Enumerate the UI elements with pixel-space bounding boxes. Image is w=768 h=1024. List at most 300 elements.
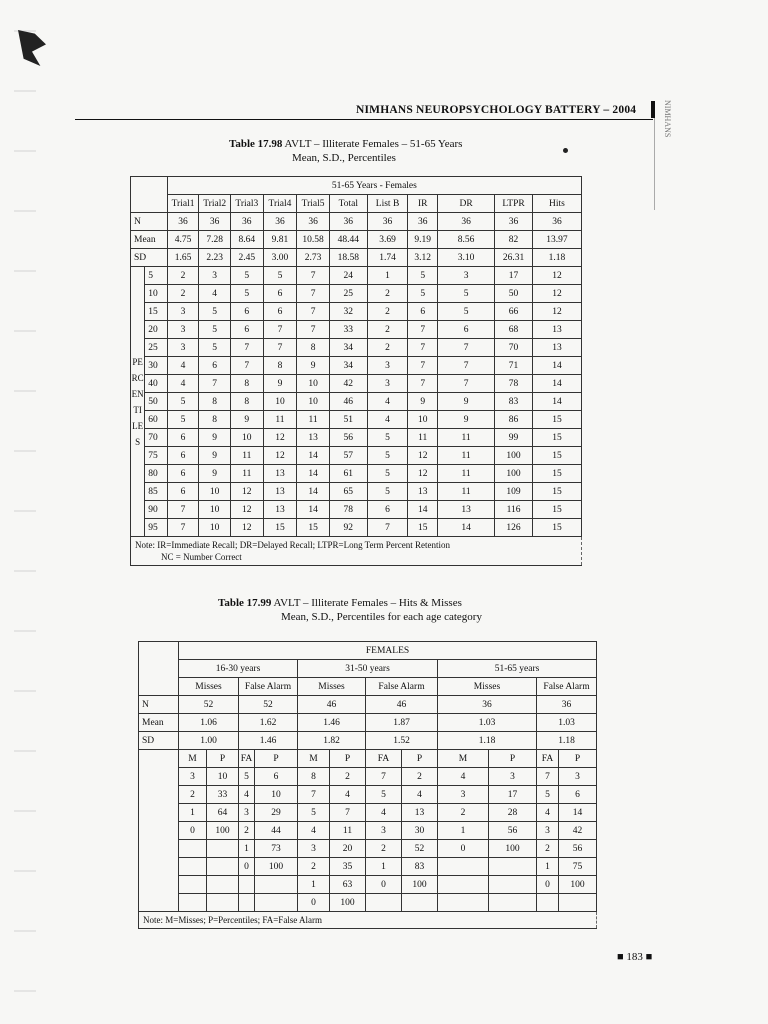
table1-cell: 32 xyxy=(329,303,367,321)
table1-percentile-value: 25 xyxy=(145,339,167,357)
table1-cell: 6 xyxy=(199,357,231,375)
table1-caption xyxy=(229,137,462,151)
table1-cell: 2.45 xyxy=(230,249,263,267)
table1-cell: 5 xyxy=(408,267,438,285)
table2-note-row xyxy=(139,912,597,929)
table2-blank xyxy=(139,840,179,858)
table1-cell: 4 xyxy=(199,285,231,303)
table2-cell: 0 xyxy=(366,876,402,894)
table1-header-row xyxy=(131,195,582,213)
table1-cell: 26.31 xyxy=(495,249,533,267)
table1-cell: 3 xyxy=(438,267,495,285)
table1-percentile-value: 50 xyxy=(145,393,167,411)
table2-cell xyxy=(489,894,537,912)
table1-cell: 7 xyxy=(438,375,495,393)
table2-blank xyxy=(139,804,179,822)
table1-cell: 7.28 xyxy=(199,231,231,249)
table2-cell: 63 xyxy=(330,876,366,894)
table1-cell: 13 xyxy=(408,483,438,501)
table2-cell: 8 xyxy=(298,768,330,786)
table1-column-header: Trial4 xyxy=(263,195,297,213)
page-number-left-mark: ■ xyxy=(617,951,624,963)
table1-percentile-row xyxy=(131,339,582,357)
table2-cell: 6 xyxy=(255,768,298,786)
table1-stat-label: N xyxy=(131,213,168,231)
table2-cell: 1.18 xyxy=(537,732,597,750)
table2-cell: 1.18 xyxy=(438,732,537,750)
table2-cell: 4 xyxy=(537,804,559,822)
table1-cell: 4 xyxy=(367,411,408,429)
table2-cell: 3 xyxy=(366,822,402,840)
table2-cell xyxy=(255,894,298,912)
table1-cell: 11 xyxy=(438,465,495,483)
table1-cell: 14 xyxy=(297,465,330,483)
table2-column-header: M xyxy=(438,750,489,768)
table1-cell: 5 xyxy=(367,465,408,483)
table2-cell xyxy=(438,858,489,876)
table2-cell xyxy=(179,894,207,912)
table1-cell: 7 xyxy=(297,267,330,285)
table2-age-group: 31-50 years xyxy=(298,660,438,678)
table1-cell: 11 xyxy=(438,483,495,501)
table2-cell xyxy=(179,876,207,894)
table2-cell: 2 xyxy=(438,804,489,822)
table1-note-row xyxy=(131,537,582,566)
table1-cell: 83 xyxy=(495,393,533,411)
table1-cell: 11 xyxy=(230,465,263,483)
table1-percentile-row xyxy=(131,519,582,537)
table1-cell: 82 xyxy=(495,231,533,249)
table2-age-group: 16-30 years xyxy=(179,660,298,678)
table2-cell: 75 xyxy=(559,858,597,876)
table1-percentile-row xyxy=(131,483,582,501)
table1-cell: 36 xyxy=(438,213,495,231)
table1-percentile-value: 40 xyxy=(145,375,167,393)
table2-cell: 11 xyxy=(330,822,366,840)
table1-cell: 3 xyxy=(167,321,199,339)
table2-cell: 1.00 xyxy=(179,732,239,750)
table2-cell: 13 xyxy=(402,804,438,822)
table2-cell: 14 xyxy=(559,804,597,822)
table1-note-line1: Note: IR=Immediate Recall; DR=Delayed Recall; LTPR=Long Term Percent Retention xyxy=(135,540,451,550)
table1-cell: 9 xyxy=(408,393,438,411)
table2-stat-row xyxy=(139,732,597,750)
table2-data-row xyxy=(139,822,597,840)
table1-cell: 12 xyxy=(230,483,263,501)
table2-cell: 56 xyxy=(559,840,597,858)
table1-cell: 2 xyxy=(367,321,408,339)
table1-cell: 5 xyxy=(167,393,199,411)
table1-cell: 34 xyxy=(329,339,367,357)
table1-cell: 14 xyxy=(532,393,581,411)
table1-cell: 65 xyxy=(329,483,367,501)
table1-cell: 15 xyxy=(263,519,297,537)
table2-data-row xyxy=(139,804,597,822)
table2-cell: 3 xyxy=(179,768,207,786)
table1-cell: 13 xyxy=(532,321,581,339)
table2-cell: 100 xyxy=(330,894,366,912)
table1-cell: 9 xyxy=(438,393,495,411)
table2-cell: 1 xyxy=(537,858,559,876)
table2-cell: 7 xyxy=(537,768,559,786)
table1-cell: 25 xyxy=(329,285,367,303)
table2-blank xyxy=(139,894,179,912)
table2-caption xyxy=(218,596,462,610)
table2-cell: 46 xyxy=(366,696,438,714)
table1-label: Table 17.98 xyxy=(229,138,283,150)
table1-cell: 6 xyxy=(263,303,297,321)
table1-cell: 34 xyxy=(329,357,367,375)
table1-percentile-row xyxy=(131,357,582,375)
table2-column-header: FA xyxy=(239,750,255,768)
table1-cell: 10 xyxy=(297,393,330,411)
table2-data-row xyxy=(139,876,597,894)
table1-percentile-vertical-label: PERCENTILES xyxy=(131,267,145,537)
table2-cell xyxy=(179,858,207,876)
table1-stat-label: Mean xyxy=(131,231,168,249)
table1-cell: 10 xyxy=(199,519,231,537)
table2-cell: 1 xyxy=(239,840,255,858)
table1-stat-label: SD xyxy=(131,249,168,267)
table1-cell: 56 xyxy=(329,429,367,447)
table1-cell: 6 xyxy=(438,321,495,339)
running-header: NIMHANS NEUROPSYCHOLOGY BATTERY – 2004 xyxy=(356,104,637,116)
table1-cell: 9 xyxy=(263,375,297,393)
table1-cell: 10 xyxy=(297,375,330,393)
table1-cell: 14 xyxy=(532,357,581,375)
table2-column-header: M xyxy=(179,750,207,768)
table1-note xyxy=(131,537,582,566)
table1-cell: 15 xyxy=(532,465,581,483)
table1-cell: 12 xyxy=(230,501,263,519)
table2-age-row xyxy=(139,660,597,678)
table1-percentile-row xyxy=(131,447,582,465)
table2-cell xyxy=(438,894,489,912)
table1-cell: 7 xyxy=(367,519,408,537)
table1-cell: 2 xyxy=(167,285,199,303)
table1-cell: 50 xyxy=(495,285,533,303)
table1-cell: 6 xyxy=(167,483,199,501)
table2-cell: 4 xyxy=(366,804,402,822)
table2-corner-3 xyxy=(139,678,179,696)
table1-cell: 8.64 xyxy=(230,231,263,249)
table2-subheader: Misses xyxy=(438,678,537,696)
table2-cell: 1.03 xyxy=(438,714,537,732)
table1-cell: 11 xyxy=(408,429,438,447)
table2-cell: 36 xyxy=(537,696,597,714)
table1-cell: 14 xyxy=(297,447,330,465)
table2-data-row xyxy=(139,894,597,912)
table2-cell: 83 xyxy=(402,858,438,876)
table1-cell: 5 xyxy=(438,303,495,321)
table1-cell: 36 xyxy=(329,213,367,231)
table2-cell xyxy=(489,876,537,894)
table2-cell xyxy=(207,876,239,894)
table1-cell: 4 xyxy=(167,357,199,375)
table1-cell: 2 xyxy=(367,285,408,303)
table2-cell: 2 xyxy=(298,858,330,876)
table1-cell: 8 xyxy=(230,393,263,411)
table1-cell: 1.18 xyxy=(532,249,581,267)
table1-percentile-value: 15 xyxy=(145,303,167,321)
header-rule xyxy=(75,119,653,120)
table2-blank xyxy=(139,768,179,786)
table1-percentile-value: 95 xyxy=(145,519,167,537)
page-number-right-mark: ■ xyxy=(645,951,653,963)
table1-cell: 1.65 xyxy=(167,249,199,267)
table1-cell: 1.74 xyxy=(367,249,408,267)
table1-cell: 5 xyxy=(367,429,408,447)
table1-cell: 46 xyxy=(329,393,367,411)
table2-subheader: False Alarm xyxy=(537,678,597,696)
table2-cell xyxy=(179,840,207,858)
table1-percentile-row xyxy=(131,285,582,303)
table2-cell: 56 xyxy=(489,822,537,840)
table1-cell: 5 xyxy=(230,267,263,285)
table1-column-header: DR xyxy=(438,195,495,213)
table2-cell: 0 xyxy=(438,840,489,858)
table1-cell: 15 xyxy=(532,519,581,537)
table1-cell: 36 xyxy=(230,213,263,231)
table1-percentile-value: 10 xyxy=(145,285,167,303)
stray-dot xyxy=(563,148,568,153)
table1-cell: 92 xyxy=(329,519,367,537)
table1-percentile-value: 5 xyxy=(145,267,167,285)
table2-column-header: P xyxy=(559,750,597,768)
table2-cell: 2 xyxy=(239,822,255,840)
table1-cell: 14 xyxy=(297,483,330,501)
table1-percentile-value: 20 xyxy=(145,321,167,339)
table1-cell: 14 xyxy=(297,501,330,519)
table2-title: AVLT – Illiterate Females – Hits & Misses xyxy=(273,597,462,609)
table2-group-row xyxy=(139,642,597,660)
table1-cell: 10 xyxy=(230,429,263,447)
table2-cell: 1.03 xyxy=(537,714,597,732)
table1-cell: 12 xyxy=(408,447,438,465)
table1-cell: 4 xyxy=(367,393,408,411)
table1-cell: 12 xyxy=(532,285,581,303)
table1-cell: 7 xyxy=(167,501,199,519)
table1-cell: 10 xyxy=(408,411,438,429)
table1-cell: 15 xyxy=(532,411,581,429)
table2-corner-2 xyxy=(139,660,179,678)
table2-cell: 1.46 xyxy=(239,732,298,750)
table1-column-header: Total xyxy=(329,195,367,213)
table1-cell: 14 xyxy=(532,375,581,393)
table2-cell: 5 xyxy=(537,786,559,804)
table2-subtitle: Mean, S.D., Percentiles for each age category xyxy=(281,611,482,623)
table2-cell: 4 xyxy=(438,768,489,786)
table1-cell: 7 xyxy=(263,339,297,357)
page-number xyxy=(617,951,652,963)
table2-cell: 7 xyxy=(298,786,330,804)
table1-percentile-row xyxy=(131,501,582,519)
table1-cell: 7 xyxy=(167,519,199,537)
table1-cell: 7 xyxy=(408,321,438,339)
table1-cell: 13 xyxy=(263,465,297,483)
table2-cell: 1.06 xyxy=(179,714,239,732)
table2-cell: 33 xyxy=(207,786,239,804)
table2-subheader: False Alarm xyxy=(366,678,438,696)
table1-cell: 36 xyxy=(199,213,231,231)
table2 xyxy=(138,641,597,929)
table1-cell: 13 xyxy=(532,339,581,357)
table1-cell: 7 xyxy=(297,321,330,339)
table1-column-header: Trial1 xyxy=(167,195,199,213)
table1-cell: 7 xyxy=(408,339,438,357)
table2-blank xyxy=(139,822,179,840)
table1-percentile-row xyxy=(131,267,582,285)
table2-cell: 3 xyxy=(559,768,597,786)
table2-cell: 1 xyxy=(366,858,402,876)
table1-cell: 11 xyxy=(297,411,330,429)
table1-cell: 36 xyxy=(495,213,533,231)
table1-cell: 9 xyxy=(297,357,330,375)
table2-cell: 29 xyxy=(255,804,298,822)
table2-cell: 52 xyxy=(239,696,298,714)
table1-cell: 36 xyxy=(263,213,297,231)
table1-cell: 36 xyxy=(367,213,408,231)
table1-cell: 7 xyxy=(408,375,438,393)
table1-cell: 15 xyxy=(532,501,581,519)
table1-cell: 48.44 xyxy=(329,231,367,249)
table1 xyxy=(130,176,582,566)
table2-cell: 100 xyxy=(489,840,537,858)
table2-cell: 2 xyxy=(330,768,366,786)
table1-cell: 15 xyxy=(532,447,581,465)
table1-column-header: Trial2 xyxy=(199,195,231,213)
table2-cell: 4 xyxy=(298,822,330,840)
table2-cell: 1.52 xyxy=(366,732,438,750)
table1-cell: 36 xyxy=(297,213,330,231)
table2-corner xyxy=(139,642,179,660)
table1-cell: 86 xyxy=(495,411,533,429)
table1-cell: 3.69 xyxy=(367,231,408,249)
table2-stat-label: Mean xyxy=(139,714,179,732)
table2-stat-label: N xyxy=(139,696,179,714)
table2-cell: 100 xyxy=(402,876,438,894)
table1-subtitle: Mean, S.D., Percentiles xyxy=(292,152,396,164)
table1-column-header: Hits xyxy=(532,195,581,213)
table1-stat-row xyxy=(131,249,582,267)
table1-cell: 6 xyxy=(167,465,199,483)
table1-percentile-row xyxy=(131,375,582,393)
side-mark: NIMHANS xyxy=(663,100,672,138)
table1-cell: 9 xyxy=(230,411,263,429)
table2-cell: 35 xyxy=(330,858,366,876)
table2-cell: 36 xyxy=(438,696,537,714)
table1-cell: 9 xyxy=(438,411,495,429)
table1-cell: 116 xyxy=(495,501,533,519)
table1-cell: 3.00 xyxy=(263,249,297,267)
table1-cell: 5 xyxy=(263,267,297,285)
table1-cell: 7 xyxy=(438,357,495,375)
table1-cell: 4 xyxy=(167,375,199,393)
table1-cell: 6 xyxy=(408,303,438,321)
table2-data-row xyxy=(139,840,597,858)
table1-cell: 8.56 xyxy=(438,231,495,249)
table1-cell: 9.81 xyxy=(263,231,297,249)
table1-cell: 51 xyxy=(329,411,367,429)
table2-cell: 100 xyxy=(559,876,597,894)
table1-cell: 8 xyxy=(263,357,297,375)
table1-cell: 2.23 xyxy=(199,249,231,267)
table2-cell: 3 xyxy=(489,768,537,786)
table2-note: Note: M=Misses; P=Percentiles; FA=False Alarm xyxy=(139,912,597,929)
table1-cell: 24 xyxy=(329,267,367,285)
table1-cell: 3 xyxy=(167,303,199,321)
table1-group-header: 51-65 Years - Females xyxy=(167,177,581,195)
table2-cell: 7 xyxy=(330,804,366,822)
table1-stat-row xyxy=(131,231,582,249)
table2-cell: 28 xyxy=(489,804,537,822)
table2-cell: 1 xyxy=(298,876,330,894)
table1-cell: 11 xyxy=(230,447,263,465)
table1-cell: 100 xyxy=(495,465,533,483)
table2-cell: 17 xyxy=(489,786,537,804)
table1-cell: 7 xyxy=(230,339,263,357)
table2-cell: 6 xyxy=(559,786,597,804)
table2-cell: 0 xyxy=(179,822,207,840)
table1-cell: 13 xyxy=(263,501,297,519)
table1-cell: 66 xyxy=(495,303,533,321)
table1-cell: 12 xyxy=(532,303,581,321)
table2-cell xyxy=(438,876,489,894)
table1-cell: 5 xyxy=(367,483,408,501)
table1-percentile-value: 75 xyxy=(145,447,167,465)
table2-group-header: FEMALES xyxy=(179,642,597,660)
table1-cell: 8 xyxy=(297,339,330,357)
table2-blank xyxy=(139,858,179,876)
table2-cell: 52 xyxy=(179,696,239,714)
table2-column-header: P xyxy=(207,750,239,768)
table1-cell: 3.12 xyxy=(408,249,438,267)
table1-cell: 61 xyxy=(329,465,367,483)
table1-cell: 15 xyxy=(297,519,330,537)
side-line xyxy=(654,118,655,210)
table2-data-row xyxy=(139,858,597,876)
table1-cell: 7 xyxy=(438,339,495,357)
table2-cell xyxy=(239,876,255,894)
table1-cell: 5 xyxy=(199,303,231,321)
table2-cell: 73 xyxy=(255,840,298,858)
table1-cell: 68 xyxy=(495,321,533,339)
table1-cell: 33 xyxy=(329,321,367,339)
table2-cell: 2 xyxy=(366,840,402,858)
table2-cell: 100 xyxy=(255,858,298,876)
table1-cell: 8 xyxy=(230,375,263,393)
table1-title: AVLT – Illiterate Females – 51-65 Years xyxy=(284,138,463,150)
table2-cell: 2 xyxy=(179,786,207,804)
table1-percentile-value: 70 xyxy=(145,429,167,447)
table2-cell xyxy=(366,894,402,912)
table1-cell: 7 xyxy=(263,321,297,339)
table2-cell: 46 xyxy=(298,696,366,714)
table2-cell xyxy=(559,894,597,912)
table1-cell: 7 xyxy=(297,285,330,303)
header-mark xyxy=(651,101,655,118)
table1-cell: 17 xyxy=(495,267,533,285)
table2-stat-row xyxy=(139,714,597,732)
table1-cell: 3 xyxy=(167,339,199,357)
table2-cell xyxy=(207,894,239,912)
table2-cell: 5 xyxy=(239,768,255,786)
table1-cell: 5 xyxy=(367,447,408,465)
binding-holes xyxy=(14,30,36,1020)
table1-cell: 1 xyxy=(367,267,408,285)
table1-cell: 99 xyxy=(495,429,533,447)
table1-cell: 2 xyxy=(367,303,408,321)
